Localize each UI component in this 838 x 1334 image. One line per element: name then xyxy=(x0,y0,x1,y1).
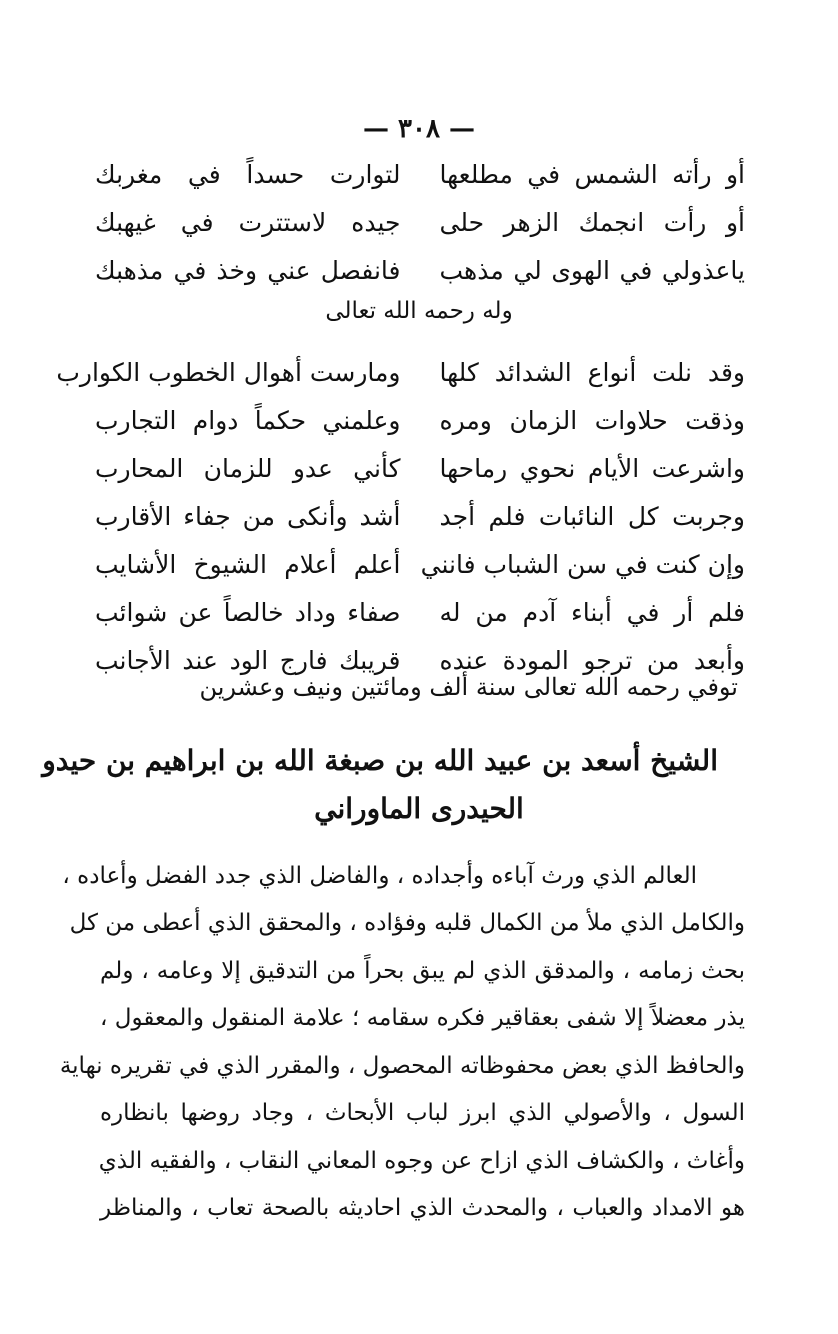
verse-line xyxy=(95,444,745,492)
prose-line: العالم الذي ورث آباءه وأجداده ، والفاضل الذي جدد الفضل وأعاده ، xyxy=(62,862,697,889)
verse-right-hemistich: وأبعد من ترجو المودة عنده xyxy=(439,645,745,675)
verse-right-hemistich: فلم أر في أبناء آدم من له xyxy=(439,597,745,627)
verse-left-hemistich: أعلم أعلام الشيوخ الأشايب xyxy=(95,549,401,579)
verse-left-hemistich: فانفصل عني وخذ في مذهبك xyxy=(95,255,401,285)
death-note: توفي رحمه الله تعالى سنة ألف ومائتين ونيف وعشرين xyxy=(199,673,738,701)
verse-right-hemistich: وجربت كل النائبات فلم أجد xyxy=(439,501,745,531)
verse-right-hemistich: أو رأت انجمك الزهر حلى xyxy=(439,207,745,237)
verse-line xyxy=(95,588,745,636)
biography-title-line-1: الشيخ أسعد بن عبيد الله بن صبغة الله بن ابراهيم بن حيدو xyxy=(42,744,718,777)
verses-top xyxy=(95,150,745,294)
verse-right-hemistich: أو رأته الشمس في مطلعها xyxy=(439,159,745,189)
prose-line: يذر معضلاً إلا شفى بعقاقير فكره سقامه ؛ علامة المنقول والمعقول ، xyxy=(100,1005,745,1032)
page-number: — ٣٠٨ — xyxy=(362,114,476,144)
verse-line xyxy=(95,540,745,588)
verse-right-hemistich: وإن كنت في سن الشباب فانني xyxy=(420,549,745,579)
poem-heading: وله رحمه الله تعالى xyxy=(325,298,513,324)
verse-left-hemistich: وعلمني حكماً دوام التجارب xyxy=(95,405,401,435)
verse-left-hemistich: لتوارت حسداً في مغربك xyxy=(95,159,401,189)
biography-title-line-2: الحيدرى الماوراني xyxy=(314,792,524,825)
verse-left-hemistich: أشد وأنكى من جفاء الأقارب xyxy=(95,501,401,531)
prose-line: والكامل الذي ملأ من الكمال قلبه وفؤاده ، والمحقق الذي أعطى من كل xyxy=(69,910,745,937)
verse-line xyxy=(95,246,745,294)
verse-line xyxy=(56,348,745,396)
verse-right-hemistich: وقد نلت أنواع الشدائد كلها xyxy=(439,357,745,387)
verse-right-hemistich: ياعذولي في الهوى لي مذهب xyxy=(439,255,745,285)
verse-right-hemistich: واشرعت الأيام نحوي رماحها xyxy=(439,453,745,483)
verse-line xyxy=(95,396,745,444)
verse-right-hemistich: وذقت حلاوات الزمان ومره xyxy=(439,405,745,435)
biography-text xyxy=(59,852,745,1232)
verse-line xyxy=(95,492,745,540)
verse-left-hemistich: ومارست أهوال الخطوب الكوارب xyxy=(56,357,401,387)
verse-left-hemistich: صفاء وداد خالصاً عن شوائب xyxy=(95,597,401,627)
prose-line: وأغاث ، والكشاف الذي ازاح عن وجوه المعاني النقاب ، والفقيه الذي xyxy=(98,1147,745,1174)
verse-left-hemistich: قريبك فارج الود عند الأجانب xyxy=(95,645,401,675)
prose-line: السول ، والأصولي الذي ابرز لباب الأبحاث ، وجاد روضها بانظاره xyxy=(100,1100,745,1127)
prose-line: بحث زمامه ، والمدقق الذي لم يبق بحراً من التدقيق إلا وعامه ، ولم xyxy=(100,957,745,984)
verse-line xyxy=(95,198,745,246)
verse-left-hemistich: جيده لاستترت في غيهبك xyxy=(95,207,401,237)
prose-line: والحافظ الذي بعض محفوظاته المحصول ، والمقرر الذي في تقريره نهاية xyxy=(59,1052,745,1079)
verse-left-hemistich: كأني عدو للزمان المحارب xyxy=(95,453,401,483)
verse-line xyxy=(95,150,745,198)
verses-main xyxy=(56,348,745,684)
prose-line: هو الامداد والعباب ، والمحدث الذي احاديثه بالصحة تعاب ، والمناظر xyxy=(100,1195,745,1222)
